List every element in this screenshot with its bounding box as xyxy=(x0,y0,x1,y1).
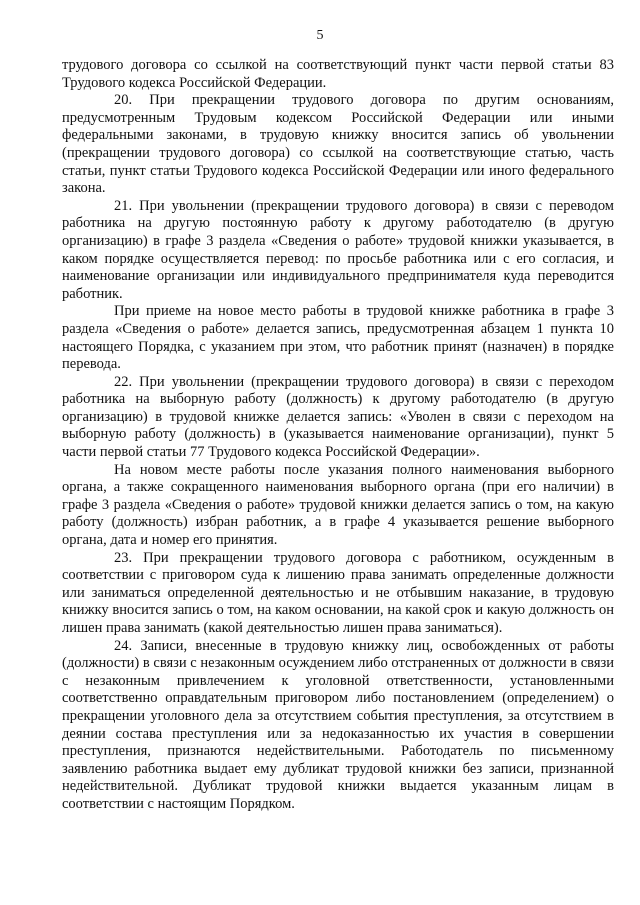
paragraph-20: 20. При прекращении трудового договора по другим основаниям, предусмотренным Трудовым кодексом Российской Федерации или иными федеральными законами, в трудовую книжку вносится запись об увольнении (прекращении трудового договора) со ссылкой на соответствующие статью, часть статьи, пункт статьи Трудового кодекса Российской Федерации или иного федерального закона. xyxy=(62,92,614,197)
paragraph-21-hiring: При приеме на новое место работы в трудовой книжке работника в графе 3 раздела «Сведения о работе» делается запись, предусмотренная абзацем 1 пункта 10 настоящего Порядка, с указанием при этом, что работник принят (назначен) в порядке перевода. xyxy=(62,303,614,373)
document-body xyxy=(62,57,614,814)
paragraph-24: 24. Записи, внесенные в трудовую книжку лиц, освобожденных от работы (должности) в связи с незаконным осуждением либо отстраненных от должности в связи с незаконным привлечением к уголовной ответственности, установленными соответственно оправдательным приговором либо постановлением (определением) о прекращении уголовного дела за отсутствием события преступления, за отсутствием в деянии состава преступления или за недоказанностью их участия в совершении преступления, признаются недействительными. Работодатель по письменному заявлению работника выдает ему дубликат трудовой книжки без записи, признанной недействительной. Дубликат трудовой книжки выдается указанным лицам в соответствии с настоящим Порядком. xyxy=(62,637,614,812)
paragraph-22-new-place: На новом месте работы после указания полного наименования выборного органа, а также сокращенного наименования выборного органа (при его наличии) в графе 3 раздела «Сведения о работе» трудовой книжки делается запись о том, на какую работу (должность) избран работник, а в графе 4 указывается решение выборного органа, дата и номер его принятия. xyxy=(62,461,614,549)
paragraph-continuation: трудового договора со ссылкой на соответствующий пункт части первой статьи 83 Трудового кодекса Российской Федерации. xyxy=(62,57,614,91)
page-number: 5 xyxy=(316,28,324,43)
paragraph-23: 23. При прекращении трудового договора с работником, осужденным в соответствии с приговором суда к лишению права занимать определенные должности или заниматься определенной деятельностью и не отбывшим наказание, в трудовую книжку вносится запись о том, на каком основании, на какой срок и какую должность он лишен права занимать (какой деятельностью лишен права заниматься). xyxy=(62,549,614,636)
paragraph-21: 21. При увольнении (прекращении трудового договора) в связи с переводом работника на другую постоянную работу к другому работодателю (в другую организацию) в графе 3 раздела «Сведения о работе» трудовой книжки указывается, в каком порядке осуществляется перевод: по просьбе работника или с его согласия, и наименование организации или индивидуального предпринимателя куда переводится работник. xyxy=(62,197,614,302)
paragraph-22: 22. При увольнении (прекращении трудового договора) в связи с переходом работника на выборную работу (должность) к другому работодателю (в другую организацию) в трудовой книжке делается запись: «Уволен в связи с переходом на выборную работу (должность) в (указывается наименование организации), пункт 5 части первой статьи 77 Трудового кодекса Российской Федерации». xyxy=(62,373,614,461)
